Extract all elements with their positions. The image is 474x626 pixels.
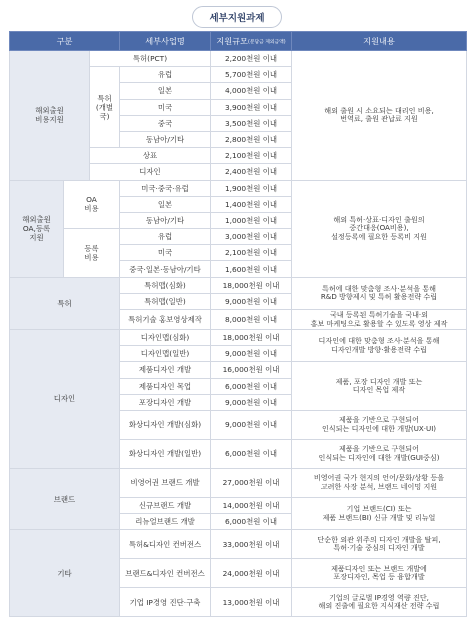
program-product-mockup: 제품디자인 목업	[120, 378, 211, 394]
program-oa-japan: 일본	[120, 196, 211, 212]
amount-reg-cn-jp-sea: 1,600천원 이내	[211, 261, 292, 277]
amount-oa-japan: 1,400천원 이내	[211, 196, 292, 212]
header-program: 세부사업명	[120, 32, 211, 51]
group-patent-individual-line1: 특허	[97, 93, 112, 103]
amount-renewal-brand: 6,000천원 이내	[211, 514, 292, 530]
program-design-map-general: 디자인맵(일반)	[120, 346, 211, 362]
amount-oa-us-cn-eu: 1,900천원 이내	[211, 180, 292, 196]
group-oa-line1: OA	[86, 195, 97, 205]
program-japan: 일본	[120, 83, 211, 99]
program-pct: 특허(PCT)	[90, 51, 211, 67]
amount-patent-map-deep: 18,000천원 이내	[211, 277, 292, 293]
program-usa: 미국	[120, 99, 211, 115]
support-table	[9, 31, 467, 617]
group-registration-line1: 등록	[84, 243, 99, 253]
amount-design-map-general: 9,000천원 이내	[211, 346, 292, 362]
program-europe: 유럽	[120, 67, 211, 83]
group-oa-registration-line3: 지원	[29, 233, 44, 243]
program-patent-video: 특허기술 홍보영상제작	[120, 310, 211, 330]
amount-china: 3,500천원 이내	[211, 115, 292, 131]
group-patent-individual-line2: (개별국)	[95, 102, 114, 121]
desc-image-design-general-line1: 제품을 기반으로 구현되어	[339, 444, 419, 454]
desc-nonenglish-brand-line2: 고려한 사장 분석, 브랜드 네이밍 지원	[320, 481, 438, 491]
group-registration	[64, 229, 120, 278]
desc-patent-video	[292, 310, 467, 330]
desc-patent-design-convergence-line1: 단순한 외관 위주의 디자인 개발을 탈피,	[317, 534, 441, 544]
desc-image-design-deep-line2: 인식되는 디자인에 대한 개발(UX·UI)	[321, 423, 437, 433]
desc-oa-registration-line2: 중간대응(OA비용),	[349, 223, 409, 233]
amount-patent-video: 8,000천원 이내	[211, 310, 292, 330]
program-new-brand: 신규브랜드 개발	[120, 497, 211, 513]
group-patent: 특허	[10, 277, 120, 329]
desc-nonenglish-brand-line1: 비영어권 국가 현지의 언어/문화/상황 등을	[313, 473, 445, 483]
desc-product-design	[292, 362, 467, 411]
desc-image-design-deep	[292, 410, 467, 439]
amount-reg-europe: 3,000천원 이내	[211, 229, 292, 245]
desc-new-renewal-brand-line1: 기업 브랜드(CI) 또는	[346, 503, 412, 513]
program-patent-map-deep: 특허맵(심화)	[120, 277, 211, 293]
desc-patent-design-convergence-line2: 특허·기술 중심의 디자인 개발	[333, 543, 425, 553]
desc-new-renewal-brand-line2: 제품 브랜드(BI) 신규 개발 및 리뉴얼	[322, 512, 436, 522]
program-oa-us-cn-eu: 미국·중국·유럽	[120, 180, 211, 196]
desc-brand-design-convergence-line1: 제품디자인 또는 브랜드 개발에	[331, 563, 427, 573]
program-renewal-brand: 리뉴얼브랜드 개발	[120, 514, 211, 530]
amount-design-map-deep: 18,000천원 이내	[211, 330, 292, 346]
desc-overseas-apply	[292, 51, 467, 181]
group-other: 기타	[10, 530, 120, 617]
amount-product-design: 16,000천원 이내	[211, 362, 292, 378]
amount-japan: 4,000천원 이내	[211, 83, 292, 99]
desc-patent-map	[292, 277, 467, 309]
program-patent-map-general: 특허맵(일반)	[120, 293, 211, 309]
amount-image-design-general: 6,000천원 이내	[211, 439, 292, 468]
group-oa-registration	[10, 180, 64, 277]
program-patent-design-convergence: 특허&디자인 컨버전스	[120, 530, 211, 559]
desc-oa-registration-line1: 해외 특허·상표·디자인 출원의	[333, 214, 425, 224]
desc-ip-diagnosis	[292, 588, 467, 617]
desc-patent-design-convergence	[292, 530, 467, 559]
page-title: 세부지원과제	[192, 6, 281, 28]
desc-image-design-deep-line1: 제품을 기반으로 구현되어	[339, 415, 419, 425]
desc-ip-diagnosis-line2: 해외 진출에 필요한 지식재산 전략 수립	[318, 601, 440, 611]
desc-patent-video-line2: 홍보 마케팅으로 활용할 수 있도록 영상 제작	[310, 318, 448, 328]
program-image-design-general: 화상디자인 개발(일반)	[120, 439, 211, 468]
program-reg-europe: 유럽	[120, 229, 211, 245]
group-oa	[64, 180, 120, 229]
program-reg-cn-jp-sea: 중국·일본·동남아/기타	[120, 261, 211, 277]
amount-trademark: 2,100천원 이내	[211, 148, 292, 164]
group-registration-line2: 비용	[84, 252, 99, 262]
amount-patent-map-general: 9,000천원 이내	[211, 293, 292, 309]
program-sea: 동남아/기타	[120, 131, 211, 147]
program-brand-design-convergence: 브랜드&디자인 컨버전스	[120, 559, 211, 588]
amount-pct: 2,200천원 이내	[211, 51, 292, 67]
program-design-apply: 디자인	[90, 164, 211, 180]
program-reg-usa: 미국	[120, 245, 211, 261]
desc-overseas-apply-line1: 해외 출원 시 소요되는 대리인 비용,	[324, 105, 434, 115]
group-oa-registration-line1: 해외출원	[22, 215, 51, 225]
header-support-label: 지원규모	[216, 35, 248, 46]
desc-design-map	[292, 330, 467, 362]
group-overseas-apply-line1: 해외출원	[35, 106, 64, 116]
desc-brand-design-convergence	[292, 559, 467, 588]
desc-product-design-line2: 디자인 목업 제작	[352, 385, 406, 395]
program-oa-sea: 동남아/기타	[120, 212, 211, 228]
desc-oa-registration	[292, 180, 467, 277]
amount-ip-diagnosis: 13,000천원 이내	[211, 588, 292, 617]
amount-design-apply: 2,400천원 이내	[211, 164, 292, 180]
header-content: 지원내용	[292, 32, 467, 51]
desc-patent-map-line1: 특허에 대한 맞춤형 조사·분석을 통해	[321, 283, 437, 293]
program-china: 중국	[120, 115, 211, 131]
amount-usa: 3,900천원 이내	[211, 99, 292, 115]
amount-europe: 5,700천원 이내	[211, 67, 292, 83]
program-design-map-deep: 디자인맵(심화)	[120, 330, 211, 346]
group-design: 디자인	[10, 330, 120, 469]
program-trademark: 상표	[90, 148, 211, 164]
desc-overseas-apply-line2: 번역료, 출원 관납료 지원	[340, 114, 418, 124]
desc-ip-diagnosis-line1: 기업의 글로벌 IP경영 역량 진단,	[329, 592, 429, 602]
header-support-note: (분담금 제외금액)	[247, 39, 286, 45]
desc-product-design-line1: 제품, 포장 디자인 개발 또는	[335, 376, 423, 386]
amount-oa-sea: 1,000천원 이내	[211, 212, 292, 228]
amount-sea: 2,800천원 이내	[211, 131, 292, 147]
desc-new-renewal-brand	[292, 497, 467, 529]
amount-patent-design-convergence: 33,000천원 이내	[211, 530, 292, 559]
desc-oa-registration-line3: 설정등록에 필요한 등록비 지원	[331, 231, 427, 241]
program-product-design: 제품디자인 개발	[120, 362, 211, 378]
group-overseas-apply-line2: 비용지원	[35, 115, 64, 125]
amount-image-design-deep: 9,000천원 이내	[211, 410, 292, 439]
amount-reg-usa: 2,100천원 이내	[211, 245, 292, 261]
desc-patent-video-line1: 국내 등록된 특허기술을 국내·외	[329, 309, 429, 319]
amount-package-design: 9,000천원 이내	[211, 394, 292, 410]
group-patent-individual	[90, 67, 120, 148]
desc-design-map-line1: 디자인에 대한 맞춤형 조사·분석을 통해	[318, 336, 440, 346]
group-oa-registration-line2: OA,등록	[22, 224, 51, 234]
group-brand: 브랜드	[10, 468, 120, 529]
desc-nonenglish-brand	[292, 468, 467, 497]
amount-product-mockup: 6,000천원 이내	[211, 378, 292, 394]
group-oa-line2: 비용	[84, 204, 99, 214]
desc-design-map-line2: 디자인개발 방향·활용전략 수립	[331, 344, 427, 354]
group-overseas-apply	[10, 51, 90, 181]
amount-brand-design-convergence: 24,000천원 이내	[211, 559, 292, 588]
program-image-design-deep: 화상디자인 개발(심화)	[120, 410, 211, 439]
amount-nonenglish-brand: 27,000천원 이내	[211, 468, 292, 497]
header-support	[211, 32, 292, 51]
program-nonenglish-brand: 비영어권 브랜드 개발	[120, 468, 211, 497]
amount-new-brand: 14,000천원 이내	[211, 497, 292, 513]
desc-image-design-general	[292, 439, 467, 468]
desc-patent-map-line2: R&D 방향제시 및 특허 활용전략 수립	[320, 292, 438, 302]
program-ip-diagnosis: 기업 IP경영 진단·구축	[120, 588, 211, 617]
desc-brand-design-convergence-line2: 포장디자인, 목업 등 융합개발	[333, 572, 425, 582]
title-container	[0, 6, 474, 28]
program-package-design: 포장디자인 개발	[120, 394, 211, 410]
header-category: 구분	[10, 32, 120, 51]
desc-image-design-general-line2: 인식되는 디자인에 대한 개발(GUI중심)	[318, 452, 440, 462]
